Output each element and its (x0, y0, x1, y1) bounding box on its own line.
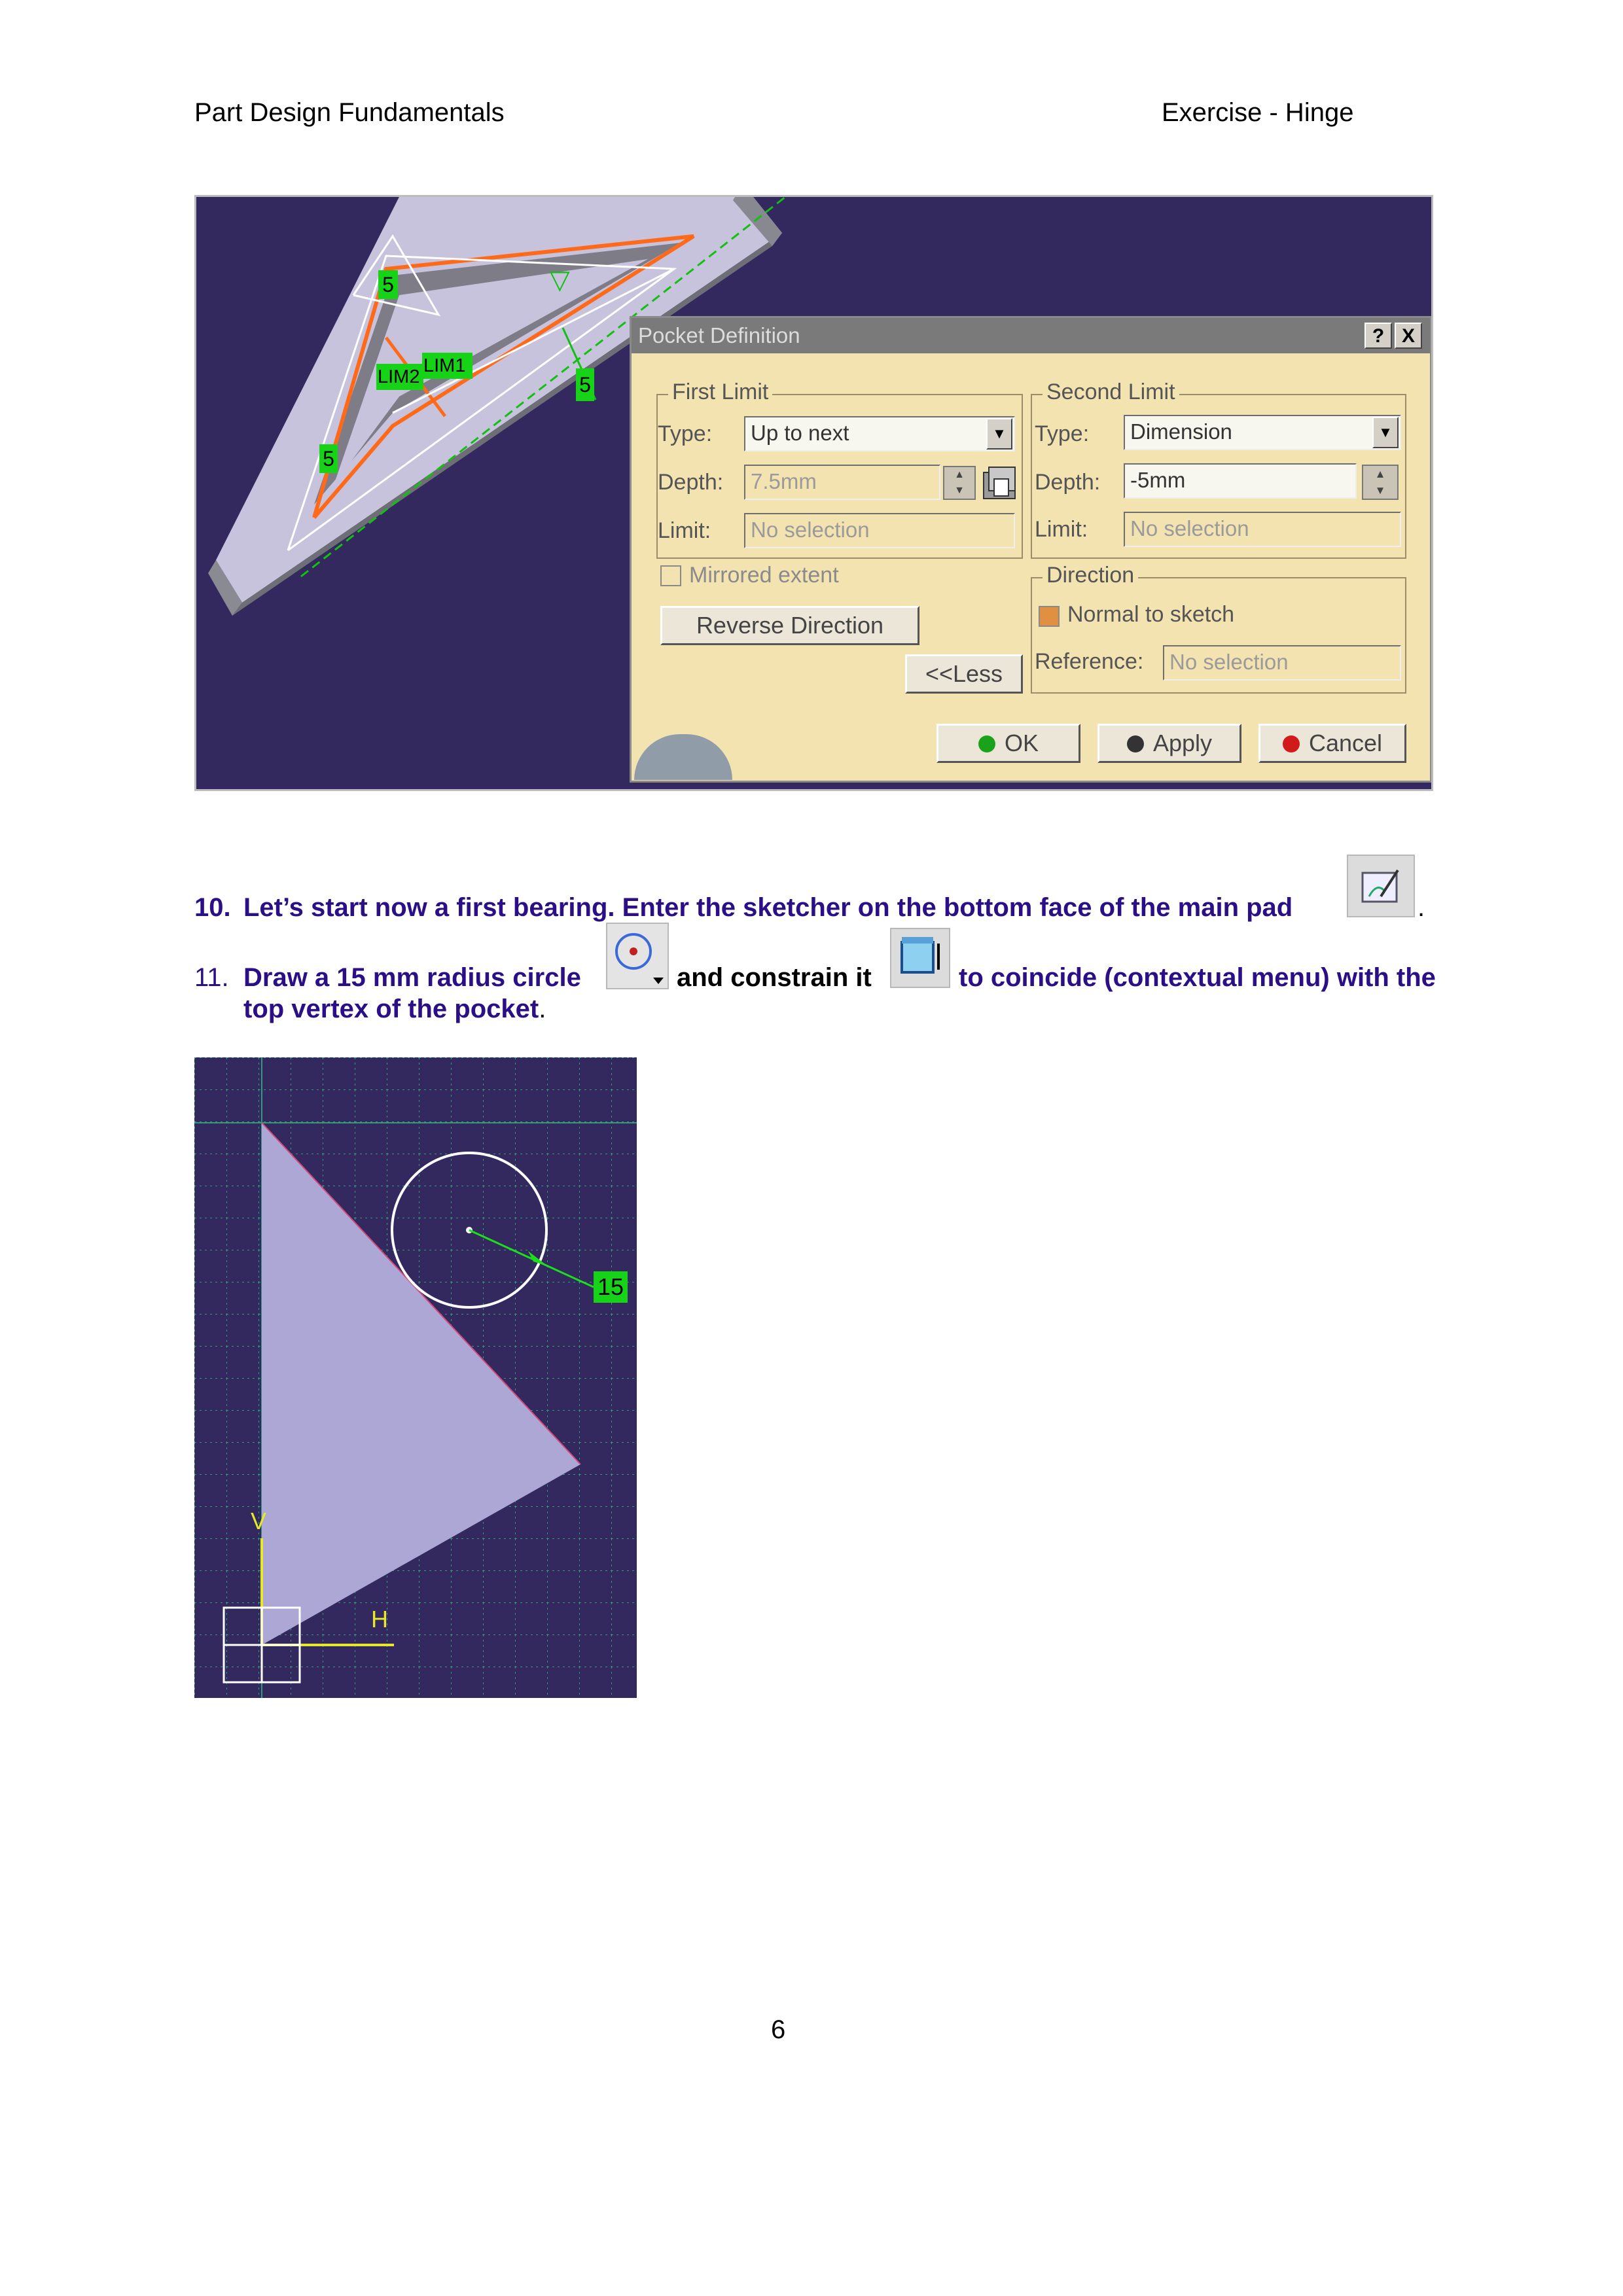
svg-text:▽: ▽ (550, 265, 570, 295)
reference-label: Reference: (1035, 649, 1144, 674)
v-axis-label: V (251, 1508, 267, 1534)
second-type-select[interactable]: Dimension ▼ (1124, 415, 1401, 450)
formula-icon[interactable] (980, 465, 1020, 503)
first-limit-field[interactable]: No selection (744, 513, 1015, 548)
step-number: 10. (194, 893, 231, 922)
sketch-graphic (194, 1057, 637, 1698)
second-depth-label: Depth: (1035, 470, 1101, 495)
radius-dimension[interactable]: 15 (594, 1271, 628, 1303)
second-limit-field[interactable]: No selection (1124, 512, 1401, 547)
dimension-marker: 5 (319, 444, 338, 473)
cancel-button[interactable]: Cancel (1258, 724, 1406, 763)
step-11-text-c: to coincide (contextual menu) with the (959, 963, 1436, 992)
first-limit-label: First Limit (668, 380, 772, 405)
first-limit-field-label: Limit: (658, 518, 711, 543)
dialog-title: Pocket Definition (632, 318, 1430, 353)
spinner-icon[interactable]: ▲ ▼ (1362, 465, 1399, 500)
step-11-text-d: top vertex of the pocket. (243, 995, 546, 1023)
first-type-select[interactable]: Up to next ▼ (744, 416, 1015, 451)
sketcher-icon[interactable] (1347, 855, 1415, 917)
dimension-marker: 5 (378, 270, 398, 299)
spinner-icon[interactable]: ▲ ▼ (943, 466, 976, 500)
reference-field[interactable]: No selection (1163, 645, 1401, 680)
step-10-trailing: . (1418, 893, 1425, 922)
step-11-text-b: and constrain it (677, 963, 872, 992)
ok-button[interactable]: OK (936, 724, 1080, 763)
limit-marker-lim2: LIM2 (376, 364, 423, 390)
sketcher-view (194, 1057, 637, 1698)
pocket-definition-dialog (630, 316, 1432, 783)
step-number: 11. (194, 963, 229, 992)
second-limit-field-label: Limit: (1035, 517, 1088, 542)
pocket-3d-view (194, 195, 1433, 791)
dark-light-icon (1127, 735, 1144, 752)
apply-button[interactable]: Apply (1097, 724, 1241, 763)
step-10-text: Let’s start now a first bearing. Enter the sketcher on the bottom face of the main pad (243, 893, 1293, 922)
limit-marker-lim1: LIM1 (422, 353, 473, 379)
chevron-down-icon[interactable]: ▼ (1372, 417, 1399, 448)
first-depth-label: Depth: (658, 470, 724, 495)
step-11-text-a: Draw a 15 mm radius circle (243, 963, 581, 992)
chevron-down-icon[interactable]: ▼ (986, 418, 1012, 450)
direction-label: Direction (1043, 563, 1138, 588)
reverse-direction-button[interactable]: Reverse Direction (660, 606, 919, 645)
mirrored-extent-label: Mirrored extent (689, 563, 839, 588)
normal-to-sketch-label: Normal to sketch (1067, 602, 1235, 627)
header-left: Part Design Fundamentals (194, 98, 505, 127)
h-axis-label: H (371, 1606, 388, 1633)
red-light-icon (1283, 735, 1300, 752)
second-type-label: Type: (1035, 421, 1090, 446)
second-depth-field[interactable]: -5mm (1124, 463, 1357, 499)
dimension-marker: 5 (576, 368, 594, 401)
normal-to-sketch-checkbox[interactable] (1039, 606, 1060, 627)
second-limit-label: Second Limit (1043, 380, 1179, 405)
close-button[interactable]: X (1395, 323, 1422, 349)
decoration (634, 734, 732, 780)
constraint-icon[interactable] (890, 928, 950, 988)
first-depth-field[interactable]: 7.5mm (744, 465, 940, 500)
first-type-label: Type: (658, 421, 713, 446)
green-light-icon (978, 735, 995, 752)
page-number: 6 (771, 2015, 786, 2044)
help-button[interactable]: ? (1364, 323, 1392, 349)
less-button[interactable]: <<Less (905, 654, 1023, 694)
circle-icon[interactable] (606, 923, 669, 989)
header-right: Exercise - Hinge (1162, 98, 1354, 127)
mirrored-extent-checkbox[interactable] (660, 565, 681, 586)
